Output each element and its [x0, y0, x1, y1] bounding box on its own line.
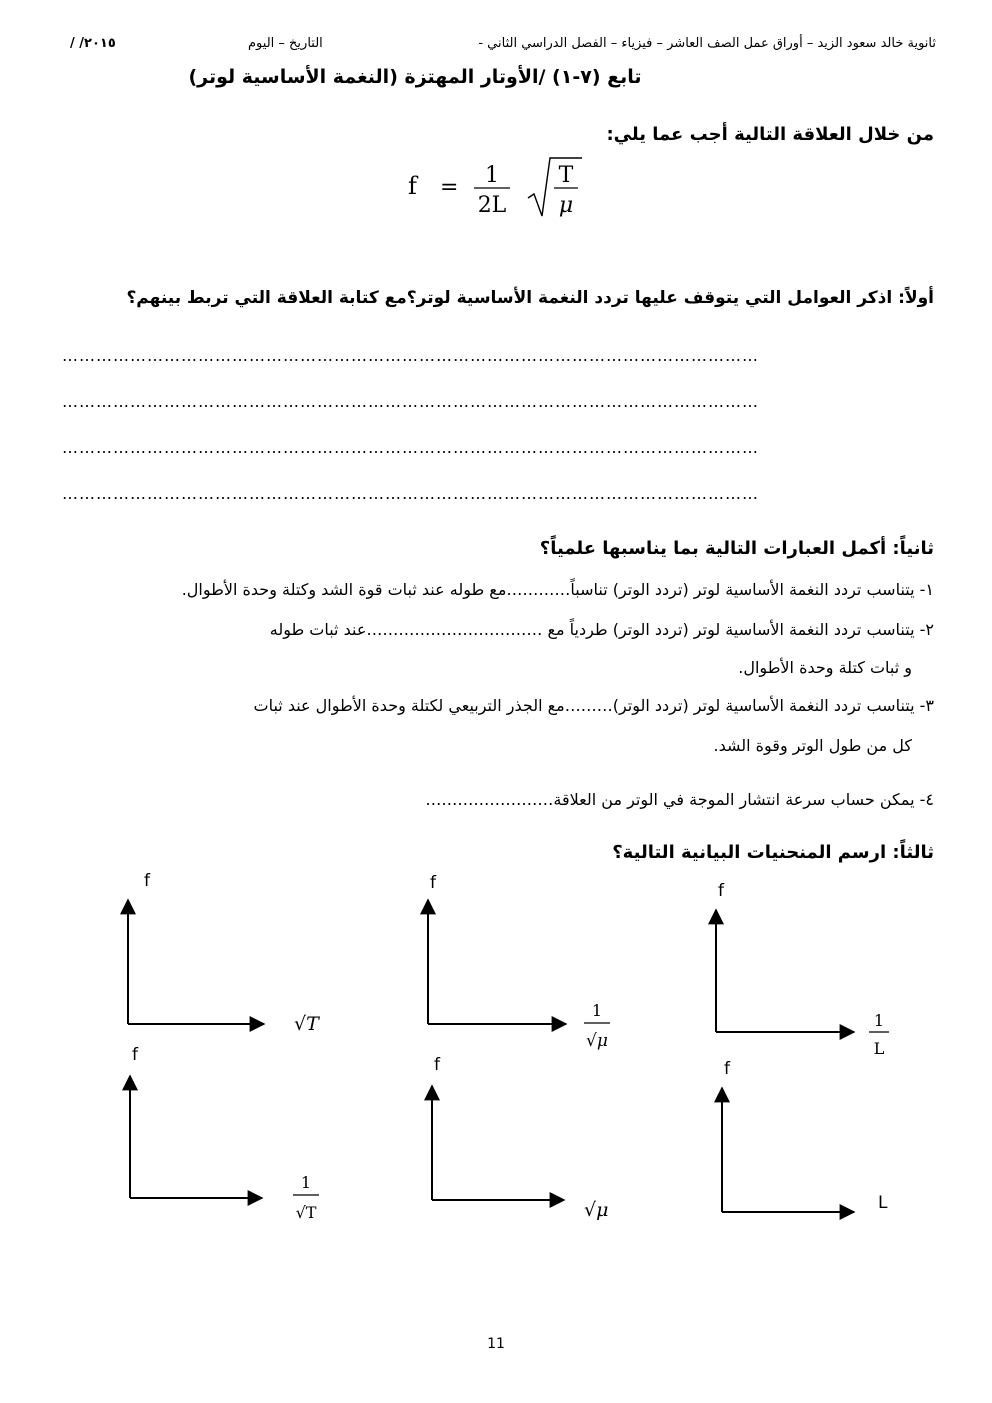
graph-f-vs-inv-sqrt-mu	[428, 873, 610, 1051]
statement-3: ٣- يتناسب تردد النغمة الأساسية لوتر (تردد الوتر)………مع الجذر التربيعي لكتلة وحدة الأطوال عند ثبات	[253, 696, 934, 715]
statement-2: ٢- يتناسب تردد النغمة الأساسية لوتر (تردد الوتر) طردياً مع ……………………………عند ثبات طوله	[269, 620, 934, 639]
answer-line-3: ……………………………………………………………………………………………………………	[62, 438, 759, 457]
graph4-x-label-den: √T	[295, 1203, 317, 1222]
question-3: ثالثاً: ارسم المنحنيات البيانية التالية؟	[612, 842, 934, 863]
answer-line-2: ……………………………………………………………………………………………………………	[62, 392, 759, 411]
graph4-x-label-num: 1	[300, 1173, 312, 1192]
statement-3-continued: كل من طول الوتر وقوة الشد.	[713, 736, 912, 755]
school-line: ثانوية خالد سعود الزيد – أوراق عمل الصف العاشر – فيزياء – الفصل الدراسي الثاني -	[478, 36, 936, 51]
page-header	[70, 36, 936, 56]
graph6-x-label: L	[878, 1193, 888, 1213]
graph5-x-label: √μ	[584, 1199, 609, 1221]
formula-equals: =	[440, 175, 459, 200]
formula-radicand-bottom: μ	[558, 193, 574, 218]
graph1-x-label: √T	[294, 1013, 319, 1035]
frequency-formula	[400, 150, 590, 230]
graph-f-vs-inv-l	[716, 881, 889, 1058]
graph1-y-label: f	[144, 871, 150, 891]
graphs-area	[0, 860, 992, 1240]
graph6-y-label: f	[724, 1059, 730, 1079]
graph2-y-label: f	[430, 873, 436, 893]
graph3-y-label: f	[718, 881, 724, 901]
graph3-x-label-num: 1	[873, 1011, 885, 1030]
answer-line-4: ……………………………………………………………………………………………………………	[62, 484, 759, 503]
question-2: ثانياً: أكمل العبارات التالية بما يناسبها علمياً؟	[539, 538, 934, 559]
graph4-y-label: f	[132, 1045, 138, 1065]
statement-4: ٤- يمكن حساب سرعة انتشار الموجة في الوتر من العلاقة……………………	[425, 790, 934, 809]
formula-radicand-top: T	[558, 163, 574, 188]
page-number: 11	[487, 1336, 505, 1352]
worksheet-title: تابع (٧-١) /الأوتار المهتزة (النغمة الأساسية لوتر)	[188, 66, 642, 88]
graph5-y-label: f	[434, 1055, 440, 1075]
formula-numerator: 1	[485, 163, 499, 188]
graph-f-vs-l	[722, 1059, 888, 1213]
formula-sqrt-sign	[528, 158, 582, 216]
graph-f-vs-sqrt-t	[128, 871, 320, 1035]
graph-f-vs-sqrt-mu	[432, 1055, 608, 1221]
formula-denominator: 2L	[477, 193, 507, 218]
statement-1: ١- يتناسب تردد النغمة الأساسية لوتر (تردد الوتر) تناسباً…………مع طوله عند ثبات قوة الشد وكتلة وحدة الأطوال.	[181, 580, 934, 599]
date-label: التاريخ – اليوم	[248, 36, 323, 51]
date-field: / /٢٠١٥	[70, 36, 116, 51]
question-1: أولاً: اذكر العوامل التي يتوقف عليها تردد النغمة الأساسية لوتر؟مع كتابة العلاقة التي تربط بينهم؟	[126, 288, 934, 308]
graph2-x-label-num: 1	[591, 1001, 603, 1020]
answer-line-1: ……………………………………………………………………………………………………………	[62, 346, 759, 365]
intro-text: من خلال العلاقة التالية أجب عما يلي:	[606, 124, 934, 145]
statement-2-continued: و ثبات كتلة وحدة الأطوال.	[738, 658, 912, 677]
graph2-x-label-den: √μ	[586, 1031, 608, 1051]
formula-lhs: f	[408, 172, 417, 200]
graph-f-vs-inv-sqrt-t	[130, 1045, 319, 1222]
graph3-x-label-den: L	[873, 1039, 885, 1058]
